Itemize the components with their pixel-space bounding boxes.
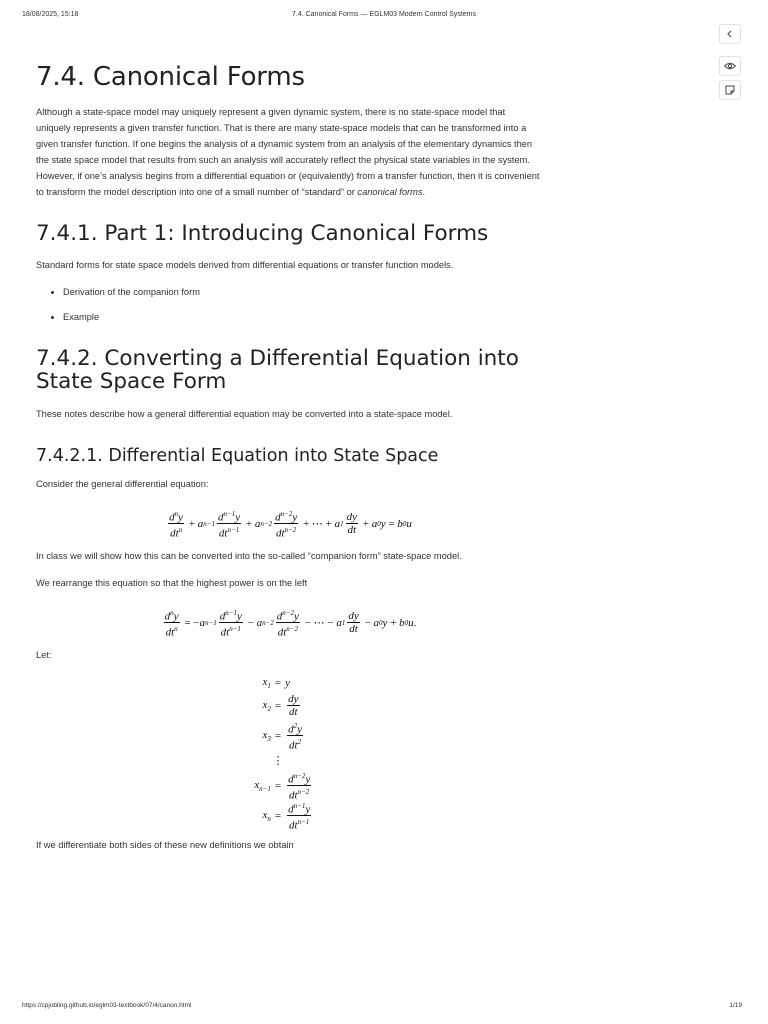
section-heading-part1: 7.4.1. Part 1: Introducing Canonical Forms xyxy=(36,221,489,246)
section-heading-converting: 7.4.2. Converting a Differential Equation into State Space Form xyxy=(36,346,519,395)
section2-text: These notes describe how a general differential equation may be converted into a state-space model. xyxy=(36,408,453,419)
list-item-companion-form: • Derivation of the companion form xyxy=(63,284,542,300)
intro-text: Although a state-space model may uniquely represent a given dynamic system, there is no state-space model that uniquely represents a given transfer function. That is there are many state-space models that can be transformed into a given transfer function. If one begins the analysis of a dynamic system from an analysis of the elementary dynamics then the state space model that results from such an analysis will accurately reflect the physical state variables in the system. However, if one’s analysis begins from a differential equation or (equivalently) from a transfer function, then it is convenient to transform the model description into one of a small number of “standard” or xyxy=(36,107,540,197)
chevron-left-icon xyxy=(726,30,734,38)
canonical-forms-emphasis: canonical forms xyxy=(357,187,423,197)
let-text: Let: xyxy=(36,649,52,660)
collapse-sidebar-button[interactable] xyxy=(719,24,741,44)
page-title: 7.4. Canonical Forms xyxy=(36,62,305,92)
intro-paragraph xyxy=(36,104,542,200)
print-footer xyxy=(0,1002,768,1014)
list-item-example: • Example xyxy=(63,309,542,325)
print-url: https://cpjobling.github.io/eglm03-textbook/07/4/canon.html xyxy=(22,1002,192,1009)
annotate-button[interactable] xyxy=(719,80,741,100)
section1-list xyxy=(36,284,542,325)
note-icon xyxy=(725,85,735,95)
companion-form-text: In class we will show how this can be converted into the so-called “companion form” state-space model. xyxy=(36,550,462,561)
consider-text: Consider the general differential equation: xyxy=(36,478,209,489)
print-date: 18/08/2025, 15:18 xyxy=(22,11,79,18)
print-title: 7.4. Canonical Forms — EGLM03 Modern Control Systems xyxy=(291,11,476,18)
print-header xyxy=(0,11,768,23)
differentiate-text: If we differentiate both sides of these new definitions we obtain xyxy=(36,839,294,850)
page-number: 1/19 xyxy=(729,1002,742,1009)
section1-text: Standard forms for state space models derived from differential equations or transfer function models. xyxy=(36,260,454,271)
toggle-view-button[interactable] xyxy=(719,56,741,76)
rearranged-equation: $\frac{d^ny}{dt^n}$ = − a n−1 $\frac{d^{n-1}y}{dt^{n-1}}$ − a n−2 $\frac{d^{n-2}y}{dt^{n-2}}$ − ⋯ − a 1 $\frac{dy}{dt}$ − a 0 y + b 0 u . xyxy=(164,608,417,639)
intro-end: . xyxy=(422,187,426,197)
state-definitions: $x_1$ = y $x_2$ = $\frac{dy}{dt}$ $x_3$ = $\frac{d^2y}{dt^2}$ ⋮ $x_{n-1}$ = $\frac{d^{n-2}y}{dt^{n-2}}$ $x_n$ = $\frac{d^{n-1}y}{dt^{n-1}}$ xyxy=(254,675,311,832)
page-toolbar xyxy=(719,24,743,104)
subsection-heading: 7.4.2.1. Differential Equation into State Space xyxy=(36,445,439,466)
eye-icon xyxy=(724,62,736,70)
article-content xyxy=(36,56,542,853)
general-differential-equation: $\frac{d^ny}{dt^n}$ + a n−1 $\frac{d^{n-1}y}{dt^{n-1}}$ + a n−2 $\frac{d^{n-2}y}{dt^{n-2}}$ + ⋯ + a 1 $\frac{dy}{dt}$ + a 0 y = b 0 u xyxy=(169,509,412,540)
rearrange-text: We rearrange this equation so that the highest power is on the left xyxy=(36,577,308,588)
